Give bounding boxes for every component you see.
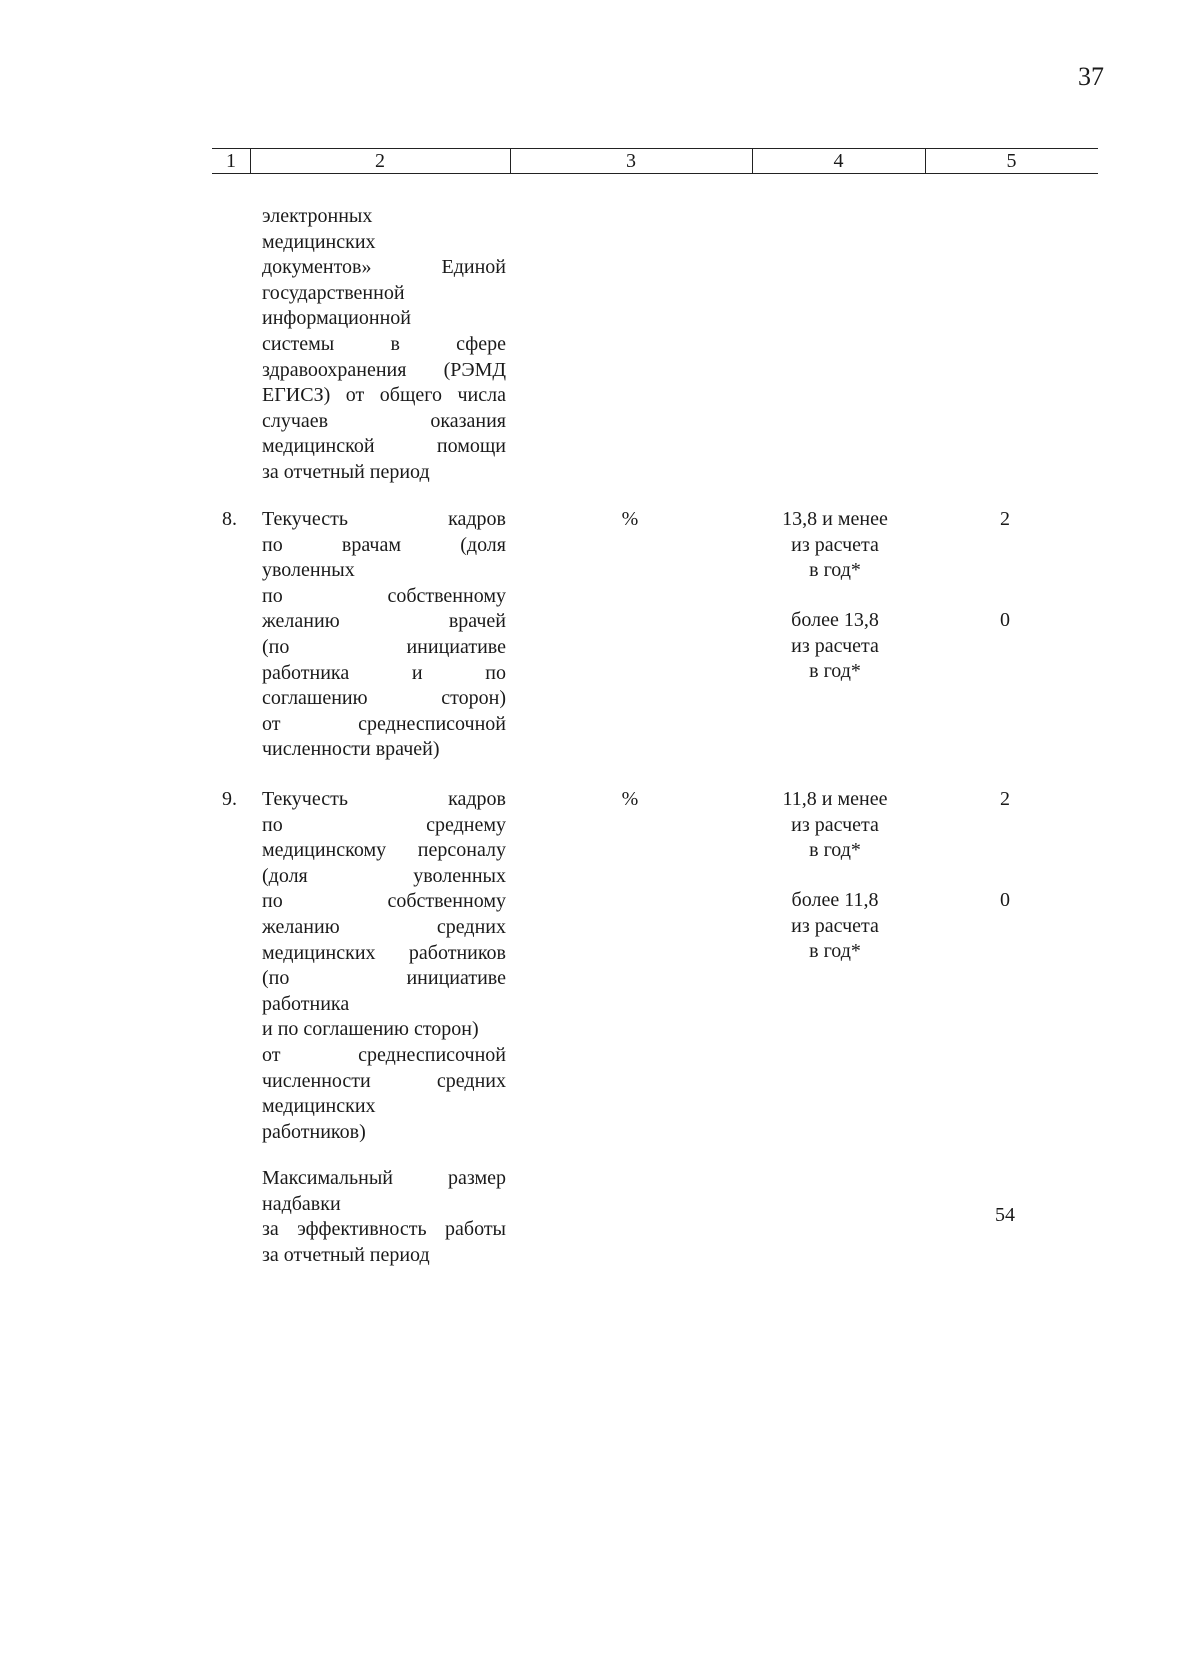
score-value: 0: [1000, 609, 1010, 631]
total-label: [262, 1166, 506, 1268]
text-line: ЕГИСЗ) от общего числа: [262, 384, 506, 407]
text-line: документов» Единой: [262, 256, 506, 279]
text-line: 11,8 и менее: [782, 788, 888, 810]
text-line: работника и по: [262, 661, 506, 684]
text-line: из расчета: [791, 813, 879, 836]
text-line: (по инициативе: [262, 967, 506, 990]
text-line: государственной: [262, 281, 405, 304]
page-number: 37: [1078, 62, 1104, 91]
text-line: в год*: [809, 660, 861, 683]
text-line: из расчета: [791, 533, 879, 556]
text-line: медицинских: [262, 230, 376, 253]
text-line: медицинских работников: [262, 941, 506, 964]
column-header-5: 5: [1006, 150, 1017, 172]
column-header-4: 4: [833, 150, 844, 172]
text-line: медицинскому персоналу: [262, 839, 506, 862]
text-line: работников): [262, 1120, 366, 1143]
continuation-text: [262, 204, 506, 486]
text-line: численности средних: [262, 1069, 506, 1092]
unit-value: %: [621, 788, 639, 810]
text-line: в год*: [809, 839, 861, 862]
text-line: информационной: [262, 307, 411, 330]
score-value: 2: [1000, 788, 1010, 810]
text-line: из расчета: [791, 634, 879, 657]
column-header-2: 2: [375, 150, 385, 172]
column-header-1: 1: [226, 150, 236, 172]
criterion-text: [745, 888, 925, 965]
column-header-3: 3: [626, 150, 636, 172]
text-line: желанию врачей: [262, 610, 506, 633]
row-number: 8.: [222, 508, 237, 530]
text-line: в год*: [809, 940, 861, 963]
text-line: в год*: [809, 559, 861, 582]
text-line: Текучесть кадров: [262, 508, 506, 530]
text-line: по среднему: [262, 813, 506, 836]
text-line: работника: [262, 992, 350, 1015]
text-line: по собственному: [262, 890, 506, 913]
text-line: от среднесписочной: [262, 712, 506, 735]
text-line: и по соглашению сторон): [262, 1018, 479, 1041]
text-line: медицинской помощи: [262, 435, 506, 458]
text-line: (по инициативе: [262, 635, 506, 658]
text-line: 13,8 и менее: [782, 508, 888, 530]
criterion-text: [745, 507, 925, 584]
total-value: 54: [995, 1204, 1015, 1226]
unit-value: %: [621, 508, 639, 530]
text-line: более 11,8: [791, 889, 879, 911]
text-line: Максимальный размер: [262, 1167, 506, 1189]
text-line: здравоохранения (РЭМД: [262, 358, 506, 381]
text-line: численности врачей): [262, 738, 440, 761]
row-number: 9.: [222, 788, 237, 810]
criterion-text: [745, 787, 925, 864]
score-value: 0: [1000, 889, 1010, 911]
text-line: соглашению сторон): [262, 687, 506, 710]
text-line: по врачам (доля: [262, 533, 506, 556]
text-line: от среднесписочной: [262, 1043, 506, 1066]
text-line: из расчета: [791, 914, 879, 937]
text-line: более 13,8: [791, 609, 879, 631]
text-line: надбавки: [262, 1192, 341, 1215]
text-line: по собственному: [262, 584, 506, 607]
text-line: за отчетный период: [262, 460, 430, 483]
indicator-text: [262, 507, 506, 763]
text-line: медицинских: [262, 1095, 376, 1118]
text-line: (доля уволенных: [262, 864, 506, 887]
text-line: системы в сфере: [262, 332, 506, 355]
text-line: за эффективность работы: [262, 1218, 506, 1241]
criterion-text: [745, 608, 925, 685]
indicator-text: [262, 787, 506, 1145]
text-line: уволенных: [262, 559, 355, 582]
score-value: 2: [1000, 508, 1010, 530]
header-bottom-rule: [212, 173, 1098, 174]
text-line: случаев оказания: [262, 409, 506, 432]
text-line: за отчетный период: [262, 1243, 430, 1266]
text-line: желанию средних: [262, 915, 506, 938]
text-line: Текучесть кадров: [262, 788, 506, 810]
text-line: электронных: [262, 205, 373, 227]
